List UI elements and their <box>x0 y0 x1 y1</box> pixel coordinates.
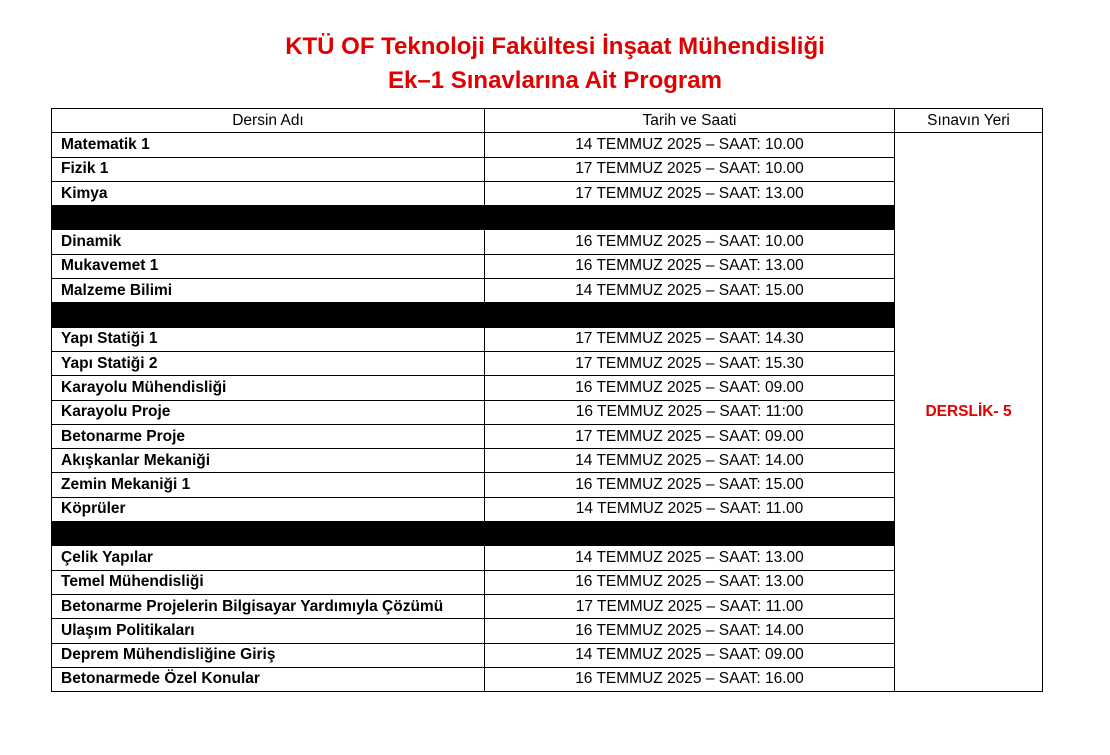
exam-date-cell: 17 TEMMUZ 2025 – SAAT: 10.00 <box>485 157 895 181</box>
exam-date-cell: 14 TEMMUZ 2025 – SAAT: 11.00 <box>485 497 895 521</box>
exam-date-cell: 14 TEMMUZ 2025 – SAAT: 10.00 <box>485 133 895 157</box>
course-name-cell: Fizik 1 <box>52 157 485 181</box>
group-separator-bar <box>52 522 895 546</box>
table-row <box>52 473 1043 497</box>
exam-date-cell: 14 TEMMUZ 2025 – SAAT: 15.00 <box>485 279 895 303</box>
exam-date-cell: 16 TEMMUZ 2025 – SAAT: 11:00 <box>485 400 895 424</box>
course-name-cell: Temel Mühendisliği <box>52 570 485 594</box>
course-name-cell: Köprüler <box>52 497 485 521</box>
course-name-cell: Matematik 1 <box>52 133 485 157</box>
table-row <box>52 449 1043 473</box>
course-name-cell: Betonarmede Özel Konular <box>52 667 485 691</box>
header-date-time: Tarih ve Saati <box>485 109 895 133</box>
document-subtitle: Ek–1 Sınavlarına Ait Program <box>388 67 722 94</box>
exam-date-cell: 17 TEMMUZ 2025 – SAAT: 15.30 <box>485 351 895 375</box>
course-name-cell: Mukavemet 1 <box>52 254 485 278</box>
exam-date-cell: 14 TEMMUZ 2025 – SAAT: 13.00 <box>485 546 895 570</box>
table-body <box>52 133 1043 692</box>
table-row <box>52 279 1043 303</box>
group-separator-row <box>52 206 1043 230</box>
course-name-cell: Karayolu Mühendisliği <box>52 376 485 400</box>
course-name-cell: Zemin Mekaniği 1 <box>52 473 485 497</box>
table-row <box>52 327 1043 351</box>
table-row <box>52 133 1043 157</box>
exam-date-cell: 16 TEMMUZ 2025 – SAAT: 13.00 <box>485 570 895 594</box>
table-row <box>52 254 1043 278</box>
exam-date-cell: 16 TEMMUZ 2025 – SAAT: 15.00 <box>485 473 895 497</box>
table-row <box>52 230 1043 254</box>
document-title: KTÜ OF Teknoloji Fakültesi İnşaat Mühendisliği <box>285 33 825 60</box>
course-name-cell: Çelik Yapılar <box>52 546 485 570</box>
group-separator-row <box>52 522 1043 546</box>
table-row <box>52 181 1043 205</box>
exam-date-cell: 16 TEMMUZ 2025 – SAAT: 13.00 <box>485 254 895 278</box>
course-name-cell: Deprem Mühendisliğine Giriş <box>52 643 485 667</box>
exam-date-cell: 17 TEMMUZ 2025 – SAAT: 11.00 <box>485 594 895 618</box>
table-row <box>52 400 1043 424</box>
table-row <box>52 643 1043 667</box>
course-name-cell: Akışkanlar Mekaniği <box>52 449 485 473</box>
table-row <box>52 619 1043 643</box>
exam-date-cell: 17 TEMMUZ 2025 – SAAT: 09.00 <box>485 424 895 448</box>
table-row <box>52 351 1043 375</box>
table-row <box>52 570 1043 594</box>
header-course-name: Dersin Adı <box>52 109 485 133</box>
exam-date-cell: 17 TEMMUZ 2025 – SAAT: 14.30 <box>485 327 895 351</box>
exam-date-cell: 14 TEMMUZ 2025 – SAAT: 14.00 <box>485 449 895 473</box>
group-separator-bar <box>52 206 895 230</box>
table-row <box>52 157 1043 181</box>
table-row <box>52 497 1043 521</box>
table-row <box>52 376 1043 400</box>
exam-date-cell: 16 TEMMUZ 2025 – SAAT: 09.00 <box>485 376 895 400</box>
course-name-cell: Betonarme Projelerin Bilgisayar Yardımıyla Çözümü <box>52 594 485 618</box>
course-name-cell: Yapı Statiği 2 <box>52 351 485 375</box>
course-name-cell: Betonarme Proje <box>52 424 485 448</box>
table-row <box>52 424 1043 448</box>
table-row <box>52 667 1043 691</box>
table-header-row <box>52 109 1043 133</box>
exam-date-cell: 17 TEMMUZ 2025 – SAAT: 13.00 <box>485 181 895 205</box>
group-separator-row <box>52 303 1043 327</box>
group-separator-bar <box>52 303 895 327</box>
exam-date-cell: 16 TEMMUZ 2025 – SAAT: 10.00 <box>485 230 895 254</box>
exam-date-cell: 16 TEMMUZ 2025 – SAAT: 16.00 <box>485 667 895 691</box>
course-name-cell: Karayolu Proje <box>52 400 485 424</box>
course-name-cell: Dinamik <box>52 230 485 254</box>
course-name-cell: Yapı Statiği 1 <box>52 327 485 351</box>
table-row <box>52 546 1043 570</box>
course-name-cell: Malzeme Bilimi <box>52 279 485 303</box>
exam-date-cell: 16 TEMMUZ 2025 – SAAT: 14.00 <box>485 619 895 643</box>
exam-schedule-table <box>51 108 1043 692</box>
exam-place-cell: DERSLİK- 5 <box>895 133 1043 692</box>
course-name-cell: Kimya <box>52 181 485 205</box>
exam-date-cell: 14 TEMMUZ 2025 – SAAT: 09.00 <box>485 643 895 667</box>
header-exam-place: Sınavın Yeri <box>895 109 1043 133</box>
course-name-cell: Ulaşım Politikaları <box>52 619 485 643</box>
table-row <box>52 594 1043 618</box>
